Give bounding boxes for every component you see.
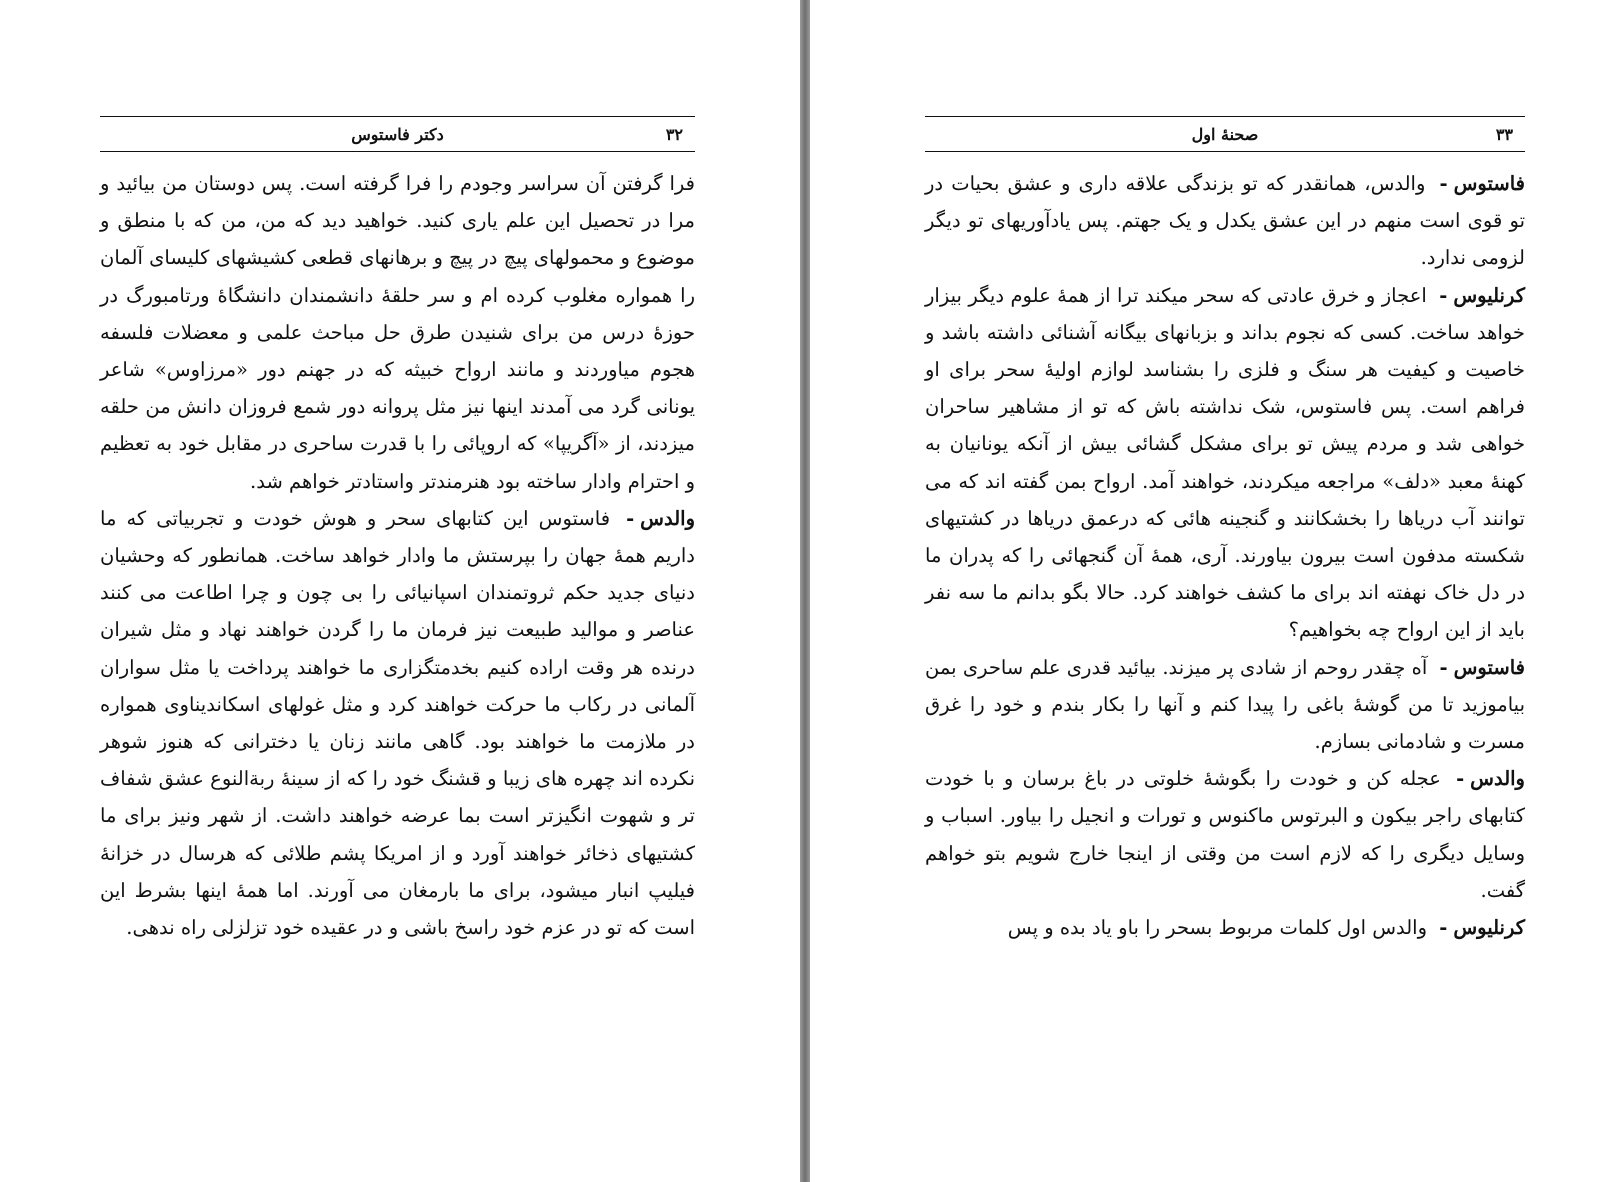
dash: - xyxy=(626,506,635,530)
dialogue-paragraph xyxy=(925,649,1525,761)
paragraph-text: والدس، همانقدر که تو بزندگی علاقه داری و عشق بحیات در تو قوی است منهم در این عشق یکدل و یک جهتم. پس یادآوریهای تو دیگر لزومی ندارد. xyxy=(925,172,1525,270)
page-body xyxy=(100,165,695,946)
dialogue-paragraph xyxy=(100,500,695,946)
running-title: دکتر فاستوس xyxy=(351,124,444,144)
dialogue-paragraph xyxy=(925,909,1525,946)
paragraph xyxy=(100,165,695,500)
dash: - xyxy=(1439,655,1448,679)
dialogue-paragraph xyxy=(925,760,1525,909)
right-page xyxy=(810,0,1609,1182)
dialogue-paragraph xyxy=(925,277,1525,649)
page-body xyxy=(925,165,1525,946)
dash: - xyxy=(1439,916,1448,940)
page-header xyxy=(925,116,1525,152)
paragraph-text: والدس اول کلمات مربوط بسحر را باو یاد بده و پس xyxy=(1007,916,1428,940)
page-number: ۳۳ xyxy=(1495,124,1513,144)
dash: - xyxy=(1439,283,1448,307)
speaker-name: فاستوس xyxy=(1453,172,1525,195)
speaker-name: کرنلیوس xyxy=(1453,916,1525,940)
paragraph-text: عجله کن و خودت را بگوشهٔ خلوتی در باغ برسان و با خودت کتابهای راجر بیکون و البرتوس ماکنوس و تورات و انجیل را بیاور. اسباب و وسایل دیگری را که لازم است من وقتی از اینجا خارج شویم بتو خواهم گفت. xyxy=(925,767,1525,902)
paragraph-text: فاستوس این کتابهای سحر و هوش خودت و تجربیاتی که ما داریم همهٔ جهان را بپرستش ما وادار خواهد ساخت. همانطور که وحشیان دنیای جدید حکم ثروتمندان اسپانیائی را بی چون و چرا اطاعت می کنند عناصر و موالید طبیعت نیز فرمان ما را گردن خواهند نهاد و مثل شیران درنده هر وقت اراده کنیم بخدمتگزاری ما خواهند پرداخت یا مثل سواران آلمانی در رکاب ما حرکت خواهند کرد و مثل غولهای اسکاندیناوی همواره در ملازمت ما خواهند بود. گاهی مانند زنان یا دخترانی که هنوز شوهر نکرده اند چهره های زیبا و قشنگ خود را که از سینهٔ ربةالنوع عشق شفاف تر و شهوت انگیزتر است بما عرضه خواهند داشت. از شهر ونیز برای ما کشتیهای ذخائر خواهند آورد و از امریکا پشم طلائی که هرسال در خزانهٔ فیلیپ انبار میشود، برای ما بارمغان می آورند. اما همهٔ اینها بشرط این است که تو در عزم خود راسخ باشی و در عقیده خود تزلزلی راه ندهی. xyxy=(100,506,695,940)
dash: - xyxy=(1439,172,1448,195)
paragraph-text: آه چقدر روحم از شادی پر میزند. بیائید قدری علم ساحری بمن بیاموزید تا من گوشهٔ باغی را پیدا کنم و آنها را بکار بندم و خود را غرق مسرت و شادمانی بسازم. xyxy=(925,655,1525,754)
speaker-name: والدس xyxy=(1470,767,1525,791)
speaker-name: والدس xyxy=(640,506,695,530)
paragraph-text: اعجاز و خرق عادتی که سحر میکند ترا از همهٔ علوم دیگر بیزار خواهد ساخت. کسی که نجوم بداند و بزبانهای بیگانه آشنائی داشته باشد و خاصیت و کیفیت هر سنگ و فلزی را بشناسد لوازم اولیهٔ سحر برای او فراهم است. پس فاستوس، شک نداشته باش که تو از مشاهیر ساحران خواهی شد و مردم پیش تو برای مشکل گشائی بیش از آنکه یونانیان به کهنهٔ معبد «دلف» مراجعه میکردند، خواهند آمد. ارواح بمن گفته اند که می توانند آب دریاها را بخشکانند و گنجینه هائی که درعمق دریاها در کشتیهای شکسته مدفون است بیرون بیاورند. آری، همهٔ آن گنجهائی را که پدران ما در دل خاک نهفته اند برای ما کشف خواهند کرد. حالا بگو بدانم ما سه نفر باید از این ارواح چه بخواهیم؟ xyxy=(925,283,1525,642)
left-page xyxy=(0,0,800,1182)
speaker-name: فاستوس xyxy=(1453,655,1525,679)
paragraph-text: فرا گرفتن آن سراسر وجودم را فرا گرفته است. پس دوستان من بیائید و مرا در تحصیل این علم یاری کنید. خواهید دید که من، من که با منطق و موضوع و محمولهای پیچ در پیچ و برهانهای قطعی کشیشهای کلیسای آلمان را همواره مغلوب کرده ام و سر حلقهٔ دانشمندان دانشگاهٔ ورتامبورگ در حوزهٔ درس من برای شنیدن طرق حل مباحث علمی و معضلات فلسفه هجوم میاوردند و مانند ارواح خبیثه که در جهنم دور «مرزاوس» شاعر یونانی گرد می آمدند اینها نیز مثل پروانه دور شمع فروزان دانش من حلقه میزدند، از «آگریپا» که اروپائی را با قدرت ساحری در مقابل خود به تعظیم و احترام وادار ساخته بود هنرمندتر واستادتر خواهم شد. xyxy=(100,172,695,493)
dialogue-paragraph xyxy=(925,165,1525,277)
running-title: صحنهٔ اول xyxy=(1191,124,1259,144)
page-number: ۳۲ xyxy=(665,124,683,144)
book-gutter xyxy=(800,0,810,1182)
page-header xyxy=(100,116,695,152)
speaker-name: کرنلیوس xyxy=(1453,283,1525,307)
dash: - xyxy=(1456,767,1465,791)
